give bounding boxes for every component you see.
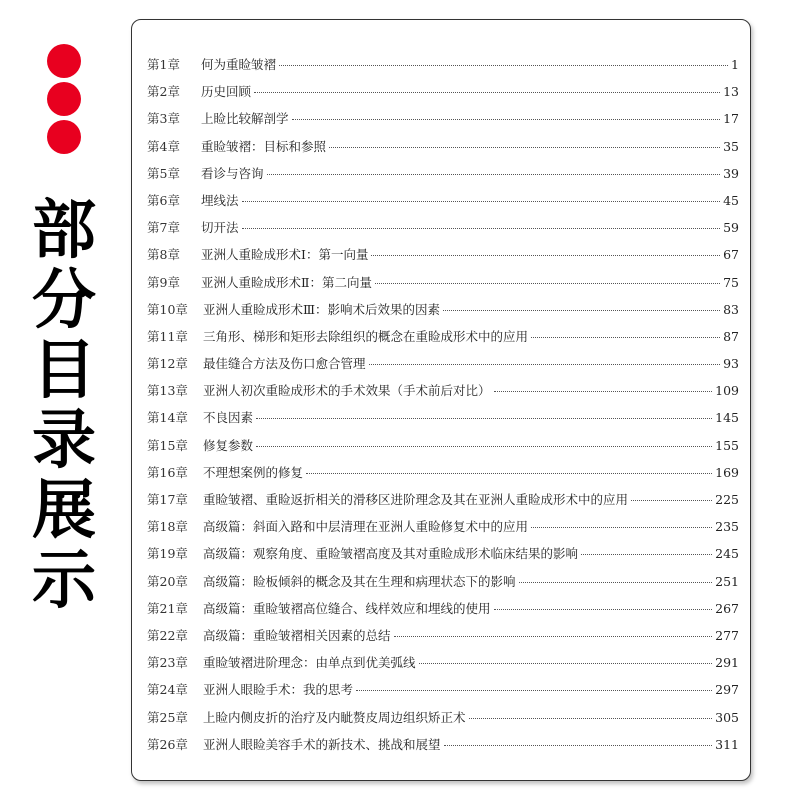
chapter-number: 第20章 — [147, 573, 188, 589]
chapter-title: 亚洲人眼睑美容手术的新技术、挑战和展望 — [203, 736, 441, 752]
page-number: 311 — [715, 736, 739, 752]
page-number: 155 — [715, 437, 739, 453]
chapter-title: 高级篇：观察角度、重睑皱褶高度及其对重睑成形术临床结果的影响 — [203, 546, 579, 562]
dot-leader — [242, 227, 721, 229]
dot-leader — [494, 390, 713, 392]
red-dot-icon — [47, 44, 81, 78]
page-number: 45 — [723, 192, 739, 208]
chapter-title: 切开法 — [201, 220, 239, 236]
page-number: 17 — [723, 111, 739, 127]
chapter-title: 不理想案例的修复 — [203, 464, 304, 480]
page-number: 109 — [715, 383, 739, 399]
dot-leader — [254, 91, 720, 93]
red-dot-icon — [47, 120, 81, 154]
dot-leader — [494, 608, 713, 610]
chapter-number: 第3章 — [147, 111, 180, 127]
side-title: 部分目录展示 — [32, 194, 96, 618]
chapter-number: 第22章 — [147, 627, 188, 643]
chapter-title: 重睑皱褶：目标和参照 — [201, 138, 327, 154]
toc-row — [147, 708, 739, 735]
page-number: 291 — [715, 655, 739, 671]
page-number: 87 — [723, 328, 739, 344]
page-number: 225 — [715, 492, 739, 507]
chapter-title: 不良因素 — [203, 410, 254, 426]
page-number: 13 — [723, 84, 739, 100]
toc-row — [147, 55, 739, 82]
dot-leader — [371, 254, 720, 256]
page-number: 145 — [715, 410, 739, 426]
toc-row — [147, 572, 739, 599]
chapter-number: 第25章 — [147, 709, 188, 725]
toc-row — [147, 273, 739, 300]
chapter-title: 埋线法 — [201, 192, 239, 208]
toc-row — [147, 191, 739, 218]
dot-leader — [356, 689, 712, 691]
chapter-number: 第26章 — [147, 736, 188, 752]
toc-row — [147, 653, 739, 680]
chapter-number: 第23章 — [147, 655, 188, 671]
chapter-title: 重睑皱褶进阶理念：由单点到优美弧线 — [203, 655, 416, 671]
toc-row — [147, 245, 739, 272]
chapter-number: 第18章 — [147, 519, 188, 535]
chapter-title: 高级篇：睑板倾斜的概念及其在生理和病理状态下的影响 — [203, 573, 516, 589]
dot-leader — [419, 662, 713, 664]
chapter-title: 重睑皱褶、重睑返折相关的滑移区进阶理念及其在亚洲人重睑成形术中的应用 — [203, 492, 629, 507]
chapter-title: 最佳缝合方法及伤口愈合管理 — [203, 356, 366, 372]
chapter-number: 第21章 — [147, 600, 188, 616]
chapter-title: 亚洲人初次重睑成形术的手术效果（手术前后对比） — [203, 383, 491, 399]
chapter-title: 何为重睑皱褶 — [201, 57, 277, 72]
dot-leader — [242, 200, 721, 202]
dot-leader — [469, 717, 713, 719]
toc-row — [147, 300, 739, 327]
chapter-title: 三角形、梯形和矩形去除组织的概念在重睑成形术中的应用 — [203, 328, 529, 344]
dot-leader — [256, 445, 712, 447]
dot-leader — [292, 118, 721, 120]
toc-row — [147, 327, 739, 354]
chapter-title: 高级篇：重睑皱褶相关因素的总结 — [203, 627, 391, 643]
toc-row — [147, 164, 739, 191]
dot-leader — [581, 553, 712, 555]
dot-leader — [375, 282, 720, 284]
page-number: 251 — [715, 573, 739, 589]
chapter-number: 第19章 — [147, 546, 188, 562]
chapter-title: 看诊与咨询 — [201, 165, 264, 181]
toc-row — [147, 137, 739, 164]
chapter-number: 第12章 — [147, 356, 188, 372]
dot-leader — [444, 744, 713, 746]
chapter-number: 第8章 — [147, 247, 180, 263]
chapter-title: 亚洲人重睑成形术Ⅱ：第二向量 — [201, 274, 372, 290]
toc-row — [147, 490, 739, 517]
toc-row — [147, 599, 739, 626]
dot-leader — [531, 526, 712, 528]
toc-row — [147, 109, 739, 136]
dot-leader — [519, 581, 713, 583]
chapter-title: 上睑内侧皮折的治疗及内眦赘皮周边组织矫正术 — [203, 709, 466, 725]
page-number: 83 — [723, 301, 739, 317]
page-number: 235 — [715, 519, 739, 535]
chapter-title: 亚洲人重睑成形术Ⅰ：第一向量 — [201, 247, 369, 263]
dot-leader — [256, 417, 712, 419]
chapter-number: 第10章 — [147, 301, 188, 317]
table-of-contents — [147, 55, 739, 762]
chapter-number: 第24章 — [147, 682, 188, 698]
chapter-title: 高级篇：重睑皱褶高位缝合、线样效应和埋线的使用 — [203, 600, 491, 616]
chapter-number: 第9章 — [147, 274, 180, 290]
chapter-number: 第2章 — [147, 84, 180, 100]
toc-row — [147, 626, 739, 653]
dot-leader — [329, 146, 720, 148]
chapter-title: 历史回顾 — [201, 84, 252, 100]
toc-row — [147, 218, 739, 245]
page-number: 93 — [723, 356, 739, 372]
dot-leader — [279, 64, 728, 66]
page-number: 305 — [715, 709, 739, 725]
toc-row — [147, 381, 739, 408]
toc-row — [147, 82, 739, 109]
chapter-title: 修复参数 — [203, 437, 254, 453]
dot-leader — [631, 499, 712, 501]
page-number: 59 — [723, 220, 739, 236]
toc-row — [147, 436, 739, 463]
chapter-number: 第14章 — [147, 410, 188, 426]
chapter-number: 第15章 — [147, 437, 188, 453]
page-number: 267 — [715, 600, 739, 616]
toc-row — [147, 354, 739, 381]
page-number: 277 — [715, 627, 739, 643]
chapter-title: 亚洲人重睑成形术Ⅲ：影响术后效果的因素 — [203, 301, 441, 317]
chapter-number: 第17章 — [147, 492, 188, 507]
toc-row — [147, 735, 739, 762]
toc-row — [147, 517, 739, 544]
chapter-number: 第6章 — [147, 192, 180, 208]
dot-leader — [443, 309, 720, 311]
page-number: 35 — [723, 138, 739, 154]
toc-row — [147, 544, 739, 571]
dot-leader — [306, 472, 712, 474]
chapter-number: 第5章 — [147, 165, 180, 181]
dot-leader — [369, 363, 721, 365]
chapter-number: 第13章 — [147, 383, 188, 399]
chapter-number: 第7章 — [147, 220, 180, 236]
page-number: 169 — [715, 464, 739, 480]
toc-row — [147, 408, 739, 435]
page-number: 297 — [715, 682, 739, 698]
chapter-title: 上睑比较解剖学 — [201, 111, 289, 127]
chapter-number: 第1章 — [147, 57, 180, 72]
page-number: 245 — [715, 546, 739, 562]
chapter-number: 第11章 — [147, 328, 188, 344]
page-number: 75 — [723, 274, 739, 290]
toc-row — [147, 680, 739, 707]
chapter-number: 第4章 — [147, 138, 180, 154]
toc-row — [147, 463, 739, 490]
chapter-title: 高级篇：斜面入路和中层清理在亚洲人重睑修复术中的应用 — [203, 519, 529, 535]
red-dot-icon — [47, 82, 81, 116]
page-number: 1 — [731, 57, 739, 72]
page-number: 39 — [723, 165, 739, 181]
dot-leader — [531, 336, 720, 338]
page-number: 67 — [723, 247, 739, 263]
dot-leader — [394, 635, 713, 637]
chapter-number: 第16章 — [147, 464, 188, 480]
dot-leader — [267, 173, 721, 175]
chapter-title: 亚洲人眼睑手术：我的思考 — [203, 682, 354, 698]
